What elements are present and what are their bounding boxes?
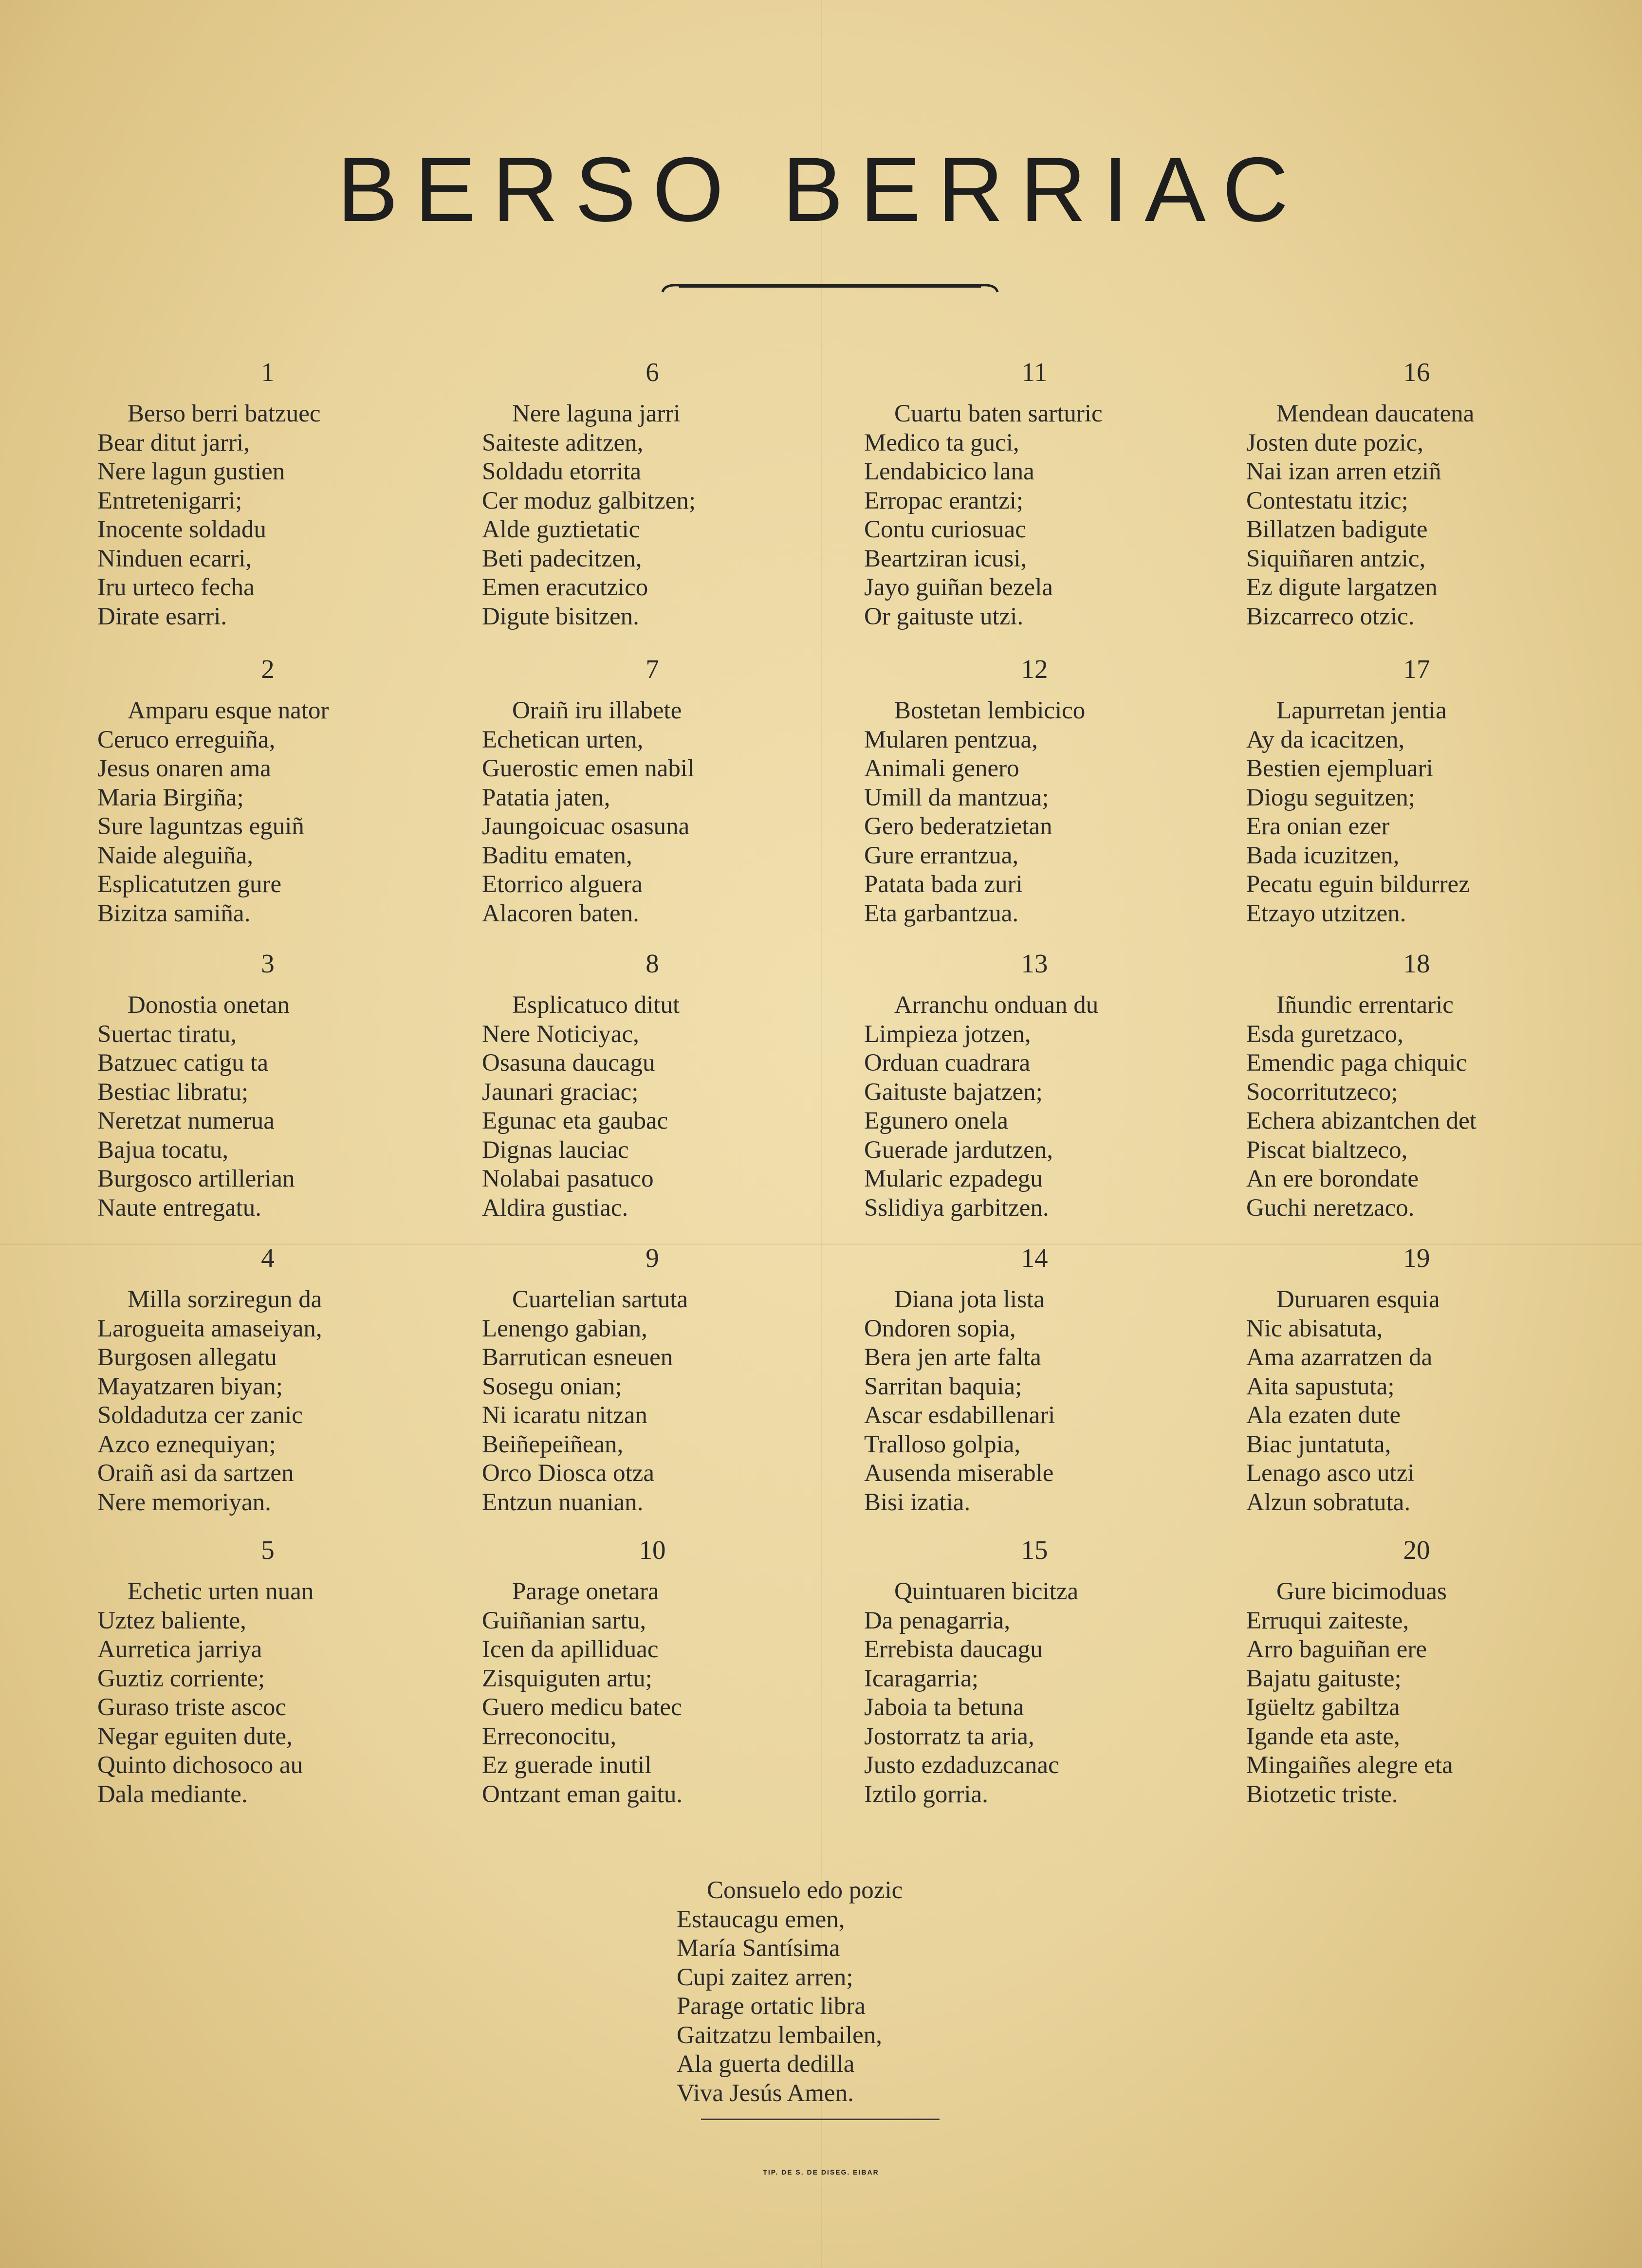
final-line: Ala guerta dedilla <box>677 2050 855 2078</box>
stanza-line: Dignas lauciac <box>482 1136 629 1164</box>
stanza-line: Contu curiosuac <box>864 516 1026 543</box>
stanza-line: Ez guerade inutil <box>482 1752 652 1779</box>
stanza-number: 8 <box>646 949 659 978</box>
stanza-line: Animali genero <box>864 755 1019 782</box>
stanza-line: Ontzant eman gaitu. <box>482 1780 683 1808</box>
stanza-line: Sarritan baquia; <box>864 1372 1022 1400</box>
stanza <box>864 949 1205 1223</box>
stanza <box>97 655 438 928</box>
stanza-line: Alacoren baten. <box>482 899 639 927</box>
title-rule-ornament <box>660 281 1000 294</box>
stanza-line: Billatzen badigute <box>1246 516 1428 543</box>
stanza-number: 13 <box>1021 949 1048 978</box>
stanza-line: Bizitza samiña. <box>97 899 251 927</box>
stanza-line: Biotzetic triste. <box>1246 1780 1398 1808</box>
stanza-line: Orduan cuadrara <box>864 1049 1031 1077</box>
stanza-line: Gure errantzua, <box>864 841 1019 869</box>
stanza-line: Iru urteco fecha <box>97 574 255 601</box>
stanza-line: Mingaiñes alegre eta <box>1246 1752 1453 1779</box>
stanza-line: Amparu esque nator <box>128 697 329 724</box>
printer-imprint: TIP. DE S. DE DISEG. EIBAR <box>763 2168 879 2176</box>
stanza <box>482 1244 823 1517</box>
stanza <box>482 949 823 1223</box>
stanza-line: Erropac erantzi; <box>864 487 1024 514</box>
stanza-line: Sure laguntzas eguiñ <box>97 813 304 840</box>
stanza <box>97 1536 438 1809</box>
imprint-rule <box>701 2119 940 2120</box>
stanza-line: Entzun nuanian. <box>482 1488 644 1516</box>
stanza-number: 19 <box>1403 1243 1430 1273</box>
stanza <box>97 1244 438 1517</box>
stanza-number: 1 <box>261 357 275 387</box>
stanza-line: Etzayo utzitzen. <box>1246 899 1406 927</box>
stanza-line: Da penagarria, <box>864 1607 1011 1634</box>
stanza <box>1246 358 1587 631</box>
stanza-line: Etorrico alguera <box>482 871 643 898</box>
final-stanza <box>677 1876 1017 2108</box>
stanza-line: Ausenda miserable <box>864 1460 1054 1487</box>
stanza-line: Nere lagun gustien <box>97 458 285 485</box>
stanza-line: Cuartu baten sarturic <box>894 400 1103 427</box>
stanza <box>1246 655 1587 928</box>
stanza-line: Digute bisitzen. <box>482 603 639 630</box>
stanza-line: Bada icuzitzen, <box>1246 841 1400 869</box>
final-line: Gaitzatzu lembailen, <box>677 2021 882 2049</box>
stanza-line: Bizcarreco otzic. <box>1246 603 1415 630</box>
stanza <box>482 358 823 631</box>
stanza-line: Esplicatuco ditut <box>512 991 680 1019</box>
stanza-line: Jaboia ta betuna <box>864 1694 1024 1721</box>
stanza-line: Azco eznequiyan; <box>97 1430 276 1458</box>
stanza-number: 2 <box>261 654 275 684</box>
stanza-line: Quinto dichosoco au <box>97 1752 303 1779</box>
stanza-line: Ni icaratu nitzan <box>482 1402 647 1429</box>
final-line: Parage ortatic libra <box>677 1993 866 2020</box>
stanza-line: Jaunari graciac; <box>482 1078 639 1106</box>
stanza <box>864 1244 1205 1517</box>
stanza-line: Ay da icacitzen, <box>1246 726 1405 753</box>
stanza-line: Entretenigarri; <box>97 487 242 514</box>
stanza-line: Echetic urten nuan <box>128 1578 314 1605</box>
stanza-line: Bera jen arte falta <box>864 1344 1041 1371</box>
stanza <box>1246 1536 1587 1809</box>
final-line: Cupi zaitez arren; <box>677 1963 853 1991</box>
stanza-line: Iztilo gorria. <box>864 1780 988 1808</box>
stanza-line: Aurretica jarriya <box>97 1636 262 1663</box>
stanza-line: Socorritutzeco; <box>1246 1078 1398 1106</box>
stanza-number: 14 <box>1021 1243 1048 1273</box>
stanza-line: Cuartelian sartuta <box>512 1286 688 1313</box>
stanza-line: Medico ta guci, <box>864 429 1019 457</box>
stanza-line: Ascar esdabillenari <box>864 1402 1055 1429</box>
stanza-line: Igande eta aste, <box>1246 1722 1400 1750</box>
final-line: Consuelo edo pozic <box>707 1877 903 1904</box>
stanza-line: Beartziran icusi, <box>864 545 1027 572</box>
stanza-line: Esda guretzaco, <box>1246 1020 1403 1048</box>
stanza-line: Naide aleguiña, <box>97 841 254 869</box>
stanza-line: Egunero onela <box>864 1107 1008 1134</box>
stanza-line: Siquiñaren antzic, <box>1246 545 1426 572</box>
stanza-line: Barrutican esneuen <box>482 1344 673 1371</box>
stanza-line: Inocente soldadu <box>97 516 266 543</box>
stanza-line: Osasuna daucagu <box>482 1049 655 1077</box>
stanza-line: Errebista daucagu <box>864 1636 1043 1663</box>
stanza-line: Cer moduz galbitzen; <box>482 487 696 514</box>
stanza-line: Echetican urten, <box>482 726 644 753</box>
stanza-line: Iñundic errentaric <box>1276 991 1454 1019</box>
stanza <box>864 1536 1205 1809</box>
stanza-line: Limpieza jotzen, <box>864 1020 1031 1048</box>
stanza <box>1246 1244 1587 1517</box>
final-line: Estaucagu emen, <box>677 1905 845 1933</box>
stanza-number: 18 <box>1403 949 1430 978</box>
stanza-line: Quintuaren bicitza <box>894 1578 1079 1605</box>
stanza-line: Diana jota lista <box>894 1286 1045 1313</box>
stanza-line: Bestiac libratu; <box>97 1078 249 1106</box>
stanza-number: 10 <box>639 1535 666 1565</box>
stanza <box>864 655 1205 928</box>
stanza-line: Burgosen allegatu <box>97 1344 277 1371</box>
stanza-number: 20 <box>1403 1535 1430 1565</box>
stanza-line: Alde guztietatic <box>482 516 640 543</box>
stanza-line: Erreconocitu, <box>482 1722 617 1750</box>
stanza-line: Oraiñ iru illabete <box>512 697 682 724</box>
stanza-line: Nolabai pasatuco <box>482 1165 654 1192</box>
stanza-line: Bajatu gaituste; <box>1246 1664 1402 1692</box>
stanza-line: Igüeltz gabiltza <box>1246 1694 1400 1721</box>
stanza-line: Bear ditut jarri, <box>97 429 250 457</box>
final-line: Viva Jesús Amen. <box>677 2079 854 2107</box>
stanza-line: Beiñepeiñean, <box>482 1430 624 1458</box>
stanza-line: Nere memoriyan. <box>97 1488 271 1516</box>
stanza-line: Zisquiguten artu; <box>482 1664 652 1692</box>
stanza-line: Baditu ematen, <box>482 841 632 869</box>
stanza-number: 12 <box>1021 654 1048 684</box>
stanza-line: Suertac tiratu, <box>97 1020 237 1048</box>
stanza-line: Ala ezaten dute <box>1246 1402 1401 1429</box>
stanza-line: Oraiñ asi da sartzen <box>97 1460 294 1487</box>
stanza-line: Josten dute pozic, <box>1246 429 1423 457</box>
stanza-line: Jayo guiñan bezela <box>864 574 1053 601</box>
stanza-line: Alzun sobratuta. <box>1246 1488 1411 1516</box>
stanza-line: Patata bada zuri <box>864 871 1023 898</box>
stanza-number: 7 <box>646 654 659 684</box>
stanza <box>482 1536 823 1809</box>
stanza-line: Aldira gustiac. <box>482 1194 628 1222</box>
stanza-line: Esplicatutzen gure <box>97 871 282 898</box>
stanza <box>864 358 1205 631</box>
stanza-line: Ondoren sopia, <box>864 1315 1016 1342</box>
stanza-line: An ere borondate <box>1246 1165 1419 1192</box>
stanza <box>482 655 823 928</box>
stanza-line: Berso berri batzuec <box>128 400 321 427</box>
stanza-line: Icaragarria; <box>864 1664 978 1692</box>
stanza-line: Lendabicico lana <box>864 458 1034 485</box>
stanza-line: Ceruco erreguiña, <box>97 726 276 753</box>
stanza-line: Nai izan arren etziñ <box>1246 458 1441 485</box>
stanza-line: Emen eracutzico <box>482 574 648 601</box>
stanza-line: Naute entregatu. <box>97 1194 262 1222</box>
stanza-number: 5 <box>261 1535 275 1565</box>
stanza-number: 6 <box>646 357 659 387</box>
stanza-line: Guraso triste ascoc <box>97 1694 287 1721</box>
stanza-line: Patatia jaten, <box>482 784 610 811</box>
stanza-line: Saiteste aditzen, <box>482 429 644 457</box>
stanza-line: Contestatu itzic; <box>1246 487 1408 514</box>
stanza-line: Dala mediante. <box>97 1780 248 1808</box>
stanza-line: Negar eguiten dute, <box>97 1722 293 1750</box>
stanza-line: Duruaren esquia <box>1276 1286 1440 1313</box>
stanza-line: Pecatu eguin bildurrez <box>1246 871 1470 898</box>
stanza-line: Biac juntatuta, <box>1246 1430 1391 1458</box>
stanza-line: Aita sapustuta; <box>1246 1372 1395 1400</box>
stanza-line: Sosegu onian; <box>482 1372 622 1400</box>
stanza-line: Larogueita amaseiyan, <box>97 1315 322 1342</box>
stanza-line: Nic abisatuta, <box>1246 1315 1383 1342</box>
stanza-line: Mularen pentzua, <box>864 726 1038 753</box>
stanza-line: Jesus onaren ama <box>97 755 271 782</box>
stanza-line: Ez digute largatzen <box>1246 574 1438 601</box>
stanza-line: Emendic paga chiquic <box>1246 1049 1467 1077</box>
stanza-line: Arro baguiñan ere <box>1246 1636 1427 1663</box>
stanza-line: Arranchu onduan du <box>894 991 1099 1019</box>
stanza-line: Neretzat numerua <box>97 1107 275 1134</box>
stanza-line: Nere laguna jarri <box>512 400 681 427</box>
stanza-line: Guerostic emen nabil <box>482 755 695 782</box>
stanza-line: Milla sorziregun da <box>128 1286 322 1313</box>
stanza-number: 16 <box>1403 357 1430 387</box>
stanza-line: Tralloso golpia, <box>864 1430 1021 1458</box>
stanza <box>97 358 438 631</box>
stanza-line: Gaituste bajatzen; <box>864 1078 1043 1106</box>
stanza-line: Jostorratz ta aria, <box>864 1722 1034 1750</box>
stanza-line: Mularic ezpadegu <box>864 1165 1043 1192</box>
stanza-line: Soldadu etorrita <box>482 458 642 485</box>
stanza-number: 15 <box>1021 1535 1048 1565</box>
stanza-line: Burgosco artillerian <box>97 1165 295 1192</box>
stanza-line: Lenago asco utzi <box>1246 1460 1415 1487</box>
stanza-number: 17 <box>1403 654 1430 684</box>
stanza <box>1246 949 1587 1223</box>
stanza-line: Egunac eta gaubac <box>482 1107 668 1134</box>
stanza <box>97 949 438 1223</box>
stanza-line: Umill da mantzua; <box>864 784 1049 811</box>
stanza-line: Guztiz corriente; <box>97 1664 265 1692</box>
stanza-line: Bestien ejempluari <box>1246 755 1433 782</box>
stanza-line: Ninduen ecarri, <box>97 545 252 572</box>
stanza-line: Justo ezdaduzcanac <box>864 1752 1059 1779</box>
stanza-line: Echera abizantchen det <box>1246 1107 1476 1134</box>
stanza-line: Lapurretan jentia <box>1276 697 1447 724</box>
stanza-line: Gure bicimoduas <box>1276 1578 1447 1605</box>
stanza-line: Orco Diosca otza <box>482 1460 655 1487</box>
stanza-line: Jaungoicuac osasuna <box>482 813 690 840</box>
stanza-line: Bisi izatia. <box>864 1488 971 1516</box>
stanza-line: Erruqui zaiteste, <box>1246 1607 1409 1634</box>
stanza-line: Donostia onetan <box>128 991 290 1019</box>
stanza-line: Soldadutza cer zanic <box>97 1402 303 1429</box>
stanza-line: Diogu seguitzen; <box>1246 784 1416 811</box>
stanza-line: Nere Noticiyac, <box>482 1020 639 1048</box>
stanza-line: Piscat bialtzeco, <box>1246 1136 1408 1164</box>
stanza-line: Ama azarratzen da <box>1246 1344 1433 1371</box>
stanza-line: Icen da apilliduac <box>482 1636 659 1663</box>
stanza-line: Mendean daucatena <box>1276 400 1475 427</box>
stanza-line: Or gaituste utzi. <box>864 603 1024 630</box>
stanza-line: Guchi neretzaco. <box>1246 1194 1415 1222</box>
stanza-line: Beti padecitzen, <box>482 545 642 572</box>
final-line: María Santísima <box>677 1935 840 1962</box>
stanza-line: Dirate esarri. <box>97 603 227 630</box>
stanza-line: Bostetan lembicico <box>894 697 1086 724</box>
stanza-line: Parage onetara <box>512 1578 659 1605</box>
page-title: BERSO BERRIAC <box>337 138 1305 240</box>
stanza-number: 11 <box>1021 357 1048 387</box>
stanza-line: Mayatzaren biyan; <box>97 1372 283 1400</box>
stanza-line: Eta garbantzua. <box>864 899 1019 927</box>
stanza-line: Gero bederatzietan <box>864 813 1052 840</box>
stanza-line: Guero medicu batec <box>482 1694 682 1721</box>
stanza-line: Guiñanian sartu, <box>482 1607 646 1634</box>
stanza-line: Maria Birgiña; <box>97 784 244 811</box>
stanza-number: 3 <box>261 949 275 978</box>
stanza-line: Lenengo gabian, <box>482 1315 647 1342</box>
stanza-number: 9 <box>646 1243 659 1273</box>
stanza-line: Bajua tocatu, <box>97 1136 229 1164</box>
stanza-line: Uztez baliente, <box>97 1607 246 1634</box>
stanza-number: 4 <box>261 1243 275 1273</box>
stanza-line: Guerade jardutzen, <box>864 1136 1053 1164</box>
stanza-line: Sslidiya garbitzen. <box>864 1194 1049 1222</box>
stanza-line: Batzuec catigu ta <box>97 1049 269 1077</box>
stanza-line: Era onian ezer <box>1246 813 1390 840</box>
